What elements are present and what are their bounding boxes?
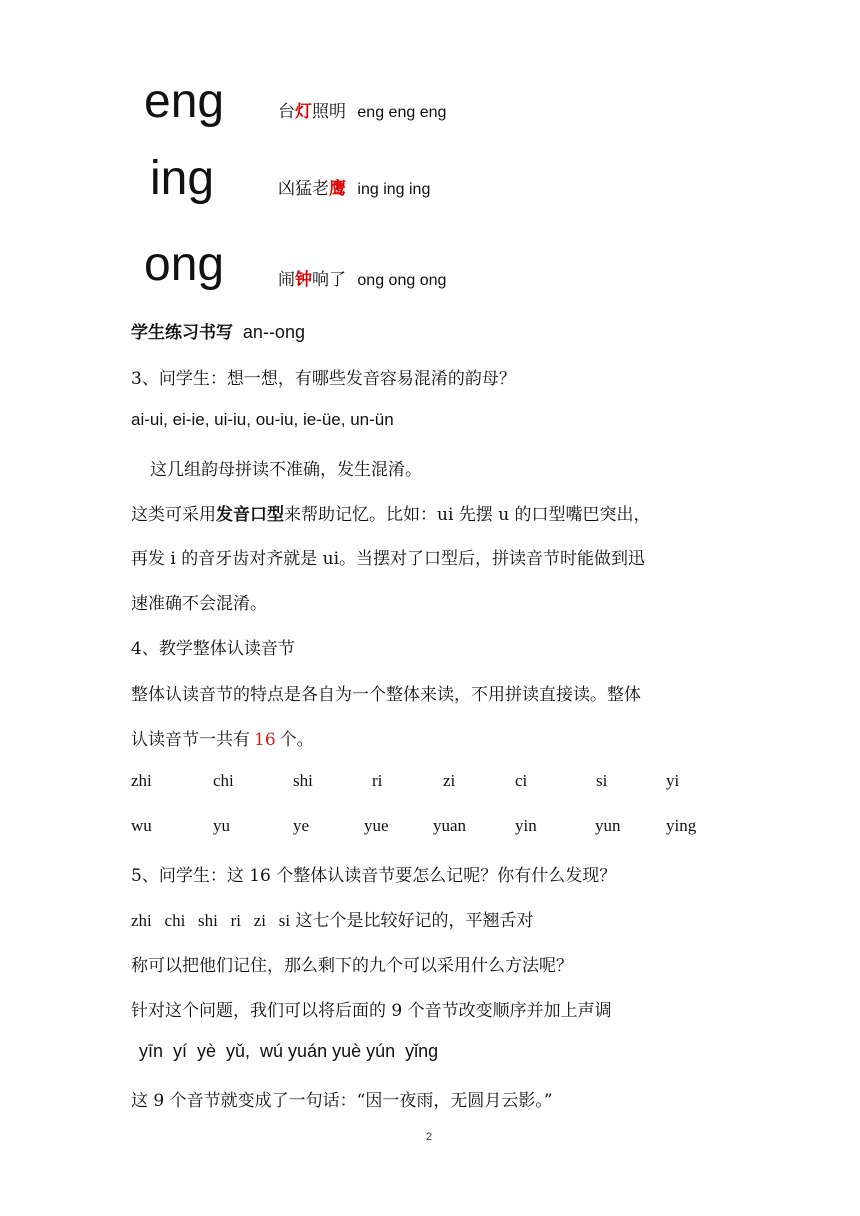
method-line-1 [131,500,651,525]
seven-text: 这七个是比较好记的，平翘舌对 [295,911,534,931]
practice-range: an--ong [242,322,305,342]
toned-syllables: yīn yí yè yǔ, wú yuán yuè yún yǐng [139,1041,439,1061]
syllable: zhi [131,771,152,790]
vowel-eng-phrase [278,97,446,122]
phrase-text: 响了 [312,270,346,290]
phrase-text: 照明 [312,102,346,122]
vowel-ong: ong [144,238,225,291]
seven-line-2: 称可以把他们记住，那么剩下的九个可以采用什么方法呢？ [131,956,573,976]
phrase-text: 凶猛老 [278,179,329,199]
syllable: ye [293,816,310,835]
syllable: zi [443,771,456,790]
syllable: ri [372,771,383,790]
vowel-ing: ing [150,152,215,205]
vowel-ing-phrase [278,174,430,199]
sentence-line: 这 9 个音节就变成了一句话：“因一夜雨，无圆月云影。” [131,1091,553,1111]
feature-line-1: 整体认读音节的特点是各自为一个整体来读，不用拼读直接读。整体 [131,685,641,705]
question-3: 3、问学生：想一想，有哪些发音容易混淆的韵母？ [131,369,516,389]
method-highlight: 发音口型 [216,505,284,525]
feature-text: 个。 [279,730,314,750]
syllable: si [596,771,608,790]
syllable: yun [595,816,621,835]
confusion-note: 这几组韵母拼读不准确，发生混淆。 [150,460,422,480]
phrase-text: 闹 [278,270,295,290]
syllable: yi [666,771,680,790]
practice-label: 学生练习书写 [131,323,233,343]
phrase-highlight: 灯 [295,102,312,122]
phrase-sounds: ong ong ong [357,272,447,289]
vowel-ong-phrase [278,265,446,290]
phrase-text: 台 [278,102,295,122]
syllable: yin [515,816,537,835]
seven-line-1 [131,906,534,931]
phrase-highlight: 鹰 [329,179,346,199]
confusable-pairs: ai-ui, ei-ie, ui-iu, ou-iu, ie-üe, un-ün [131,410,394,429]
reorder-line: 针对这个问题，我们可以将后面的 9 个音节改变顺序并加上声调 [131,1001,612,1021]
syllable: yu [213,816,230,835]
method-line-2: 再发 i 的音牙齿对齐就是 ui。当摆对了口型后，拼读音节时能做到迅 [131,549,646,569]
syllable: ci [515,771,528,790]
phrase-sounds: ing ing ing [357,181,431,198]
seven-syllables: zhi chi shi ri zi si [131,911,291,930]
question-4: 4、教学整体认读音节 [131,639,295,659]
vowel-eng: eng [144,75,225,128]
method-text: 这类可采用 [131,505,216,525]
feature-text: 认读音节一共有 [131,730,250,750]
syllable: shi [293,771,313,790]
feature-line-2 [131,725,314,750]
method-line-3: 速准确不会混淆。 [131,594,267,614]
syllable: ying [666,816,697,835]
practice-line [131,318,305,343]
syllable: yuan [433,816,467,835]
syllable: yue [364,816,389,835]
syllable: wu [131,816,152,835]
phrase-sounds: eng eng eng [357,104,447,121]
syllable-count: 16 [254,730,276,750]
question-5: 5、问学生：这 16 个整体认读音节要怎么记呢？你有什么发现？ [131,866,617,886]
phrase-highlight: 钟 [295,270,312,290]
syllable: chi [213,771,234,790]
page-number: 2 [426,1131,433,1143]
method-text: 来帮助记忆。比如：ui 先摆 u 的口型嘴巴突出， [284,505,651,525]
